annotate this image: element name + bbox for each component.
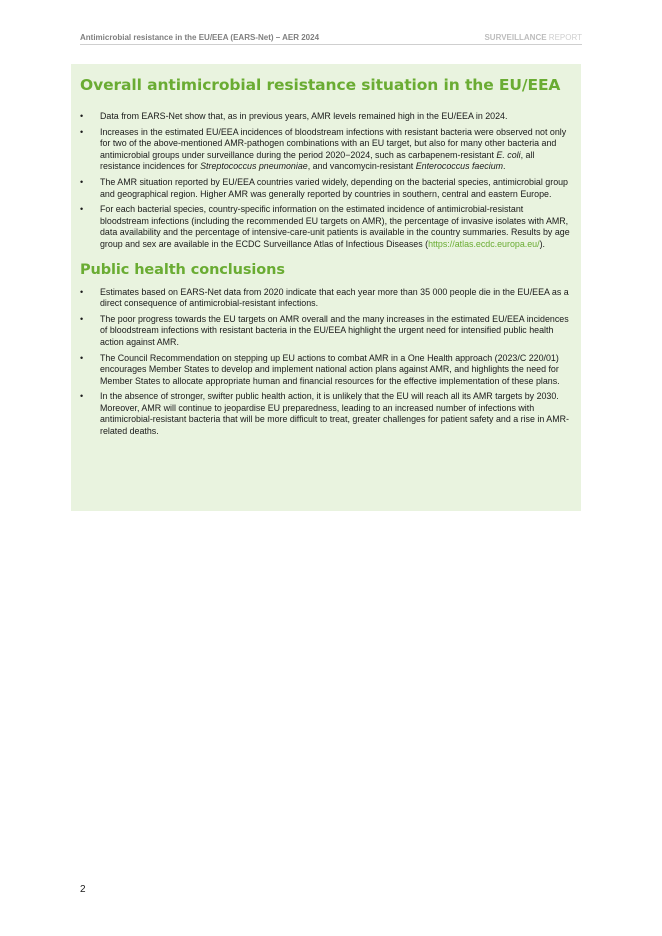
header-surveillance: SURVEILLANCE (484, 33, 547, 42)
list-item (80, 353, 573, 388)
bullet-text: The Council Recommendation on stepping up EU actions to combat AMR in a One Health approach (2023/C 220/01) encourages Member States to develop and implement national action plans against AMR, and highlights the need for Member States to allocate appropriate human and financial resources for the effective implementation of these plans. (100, 352, 560, 386)
public-health-heading: Public health conclusions (80, 261, 285, 278)
list-item (80, 204, 573, 250)
overall-heading: Overall antimicrobial resistance situation in the EU/EEA (80, 76, 561, 94)
list-item (80, 314, 573, 349)
header-report-label (484, 33, 582, 42)
list-item (80, 391, 573, 437)
public-bullet-list (80, 287, 573, 438)
page-number: 2 (80, 884, 86, 895)
list-item (80, 127, 573, 173)
list-item (80, 111, 573, 123)
summary-panel (71, 64, 581, 511)
bullet-icon: • (80, 126, 84, 137)
organism-name: Streptococcus pneumoniae (200, 161, 308, 172)
atlas-link[interactable]: https://atlas.ecdc.europa.eu/ (428, 238, 540, 249)
bullet-icon: • (80, 313, 84, 324)
list-item (80, 287, 573, 310)
organism-name: Enterococcus faecium (415, 161, 504, 172)
bullet-text: Estimates based on EARS-Net data from 2020 indicate that each year more than 35 000 people die in the EU/EEA as a direct consequence of antimicrobial-resistant infections. (100, 286, 569, 309)
running-header (80, 33, 582, 45)
organism-name: E. coli (496, 149, 521, 160)
bullet-icon: • (80, 176, 84, 187)
bullet-text: Data from EARS-Net show that, as in previous years, AMR levels remained high in the EU/EEA in 2024. (100, 111, 508, 121)
list-item (80, 177, 573, 200)
bullet-text: Increases in the estimated EU/EEA incidences of bloodstream infections with resistant bacteria were observed not only for two of the above-mentioned AMR-pathogen combinations with an EU target, but also for many other bacteria and antimicrobial groups under surveillance during the period 2020−2024, such as carbapenem-resistant E. coli, all resistance incidences for Streptococcus pneumoniae, and vancomycin-resistant Enterococcus faecium. (100, 126, 567, 172)
bullet-text: For each bacterial species, country-specific information on the estimated incidence of antimicrobial-resistant bloodstream infections (including the recommended EU targets on AMR), the percentage of invasive isolates with AMR, data availability and the percentage of intensive-care-unit patients is available in the country summaries. Results by age group and sex are available in the ECDC Surveillance Atlas of Infectious Diseases (https://atlas.ecdc.europa.eu/). (100, 204, 570, 249)
bullet-text: The poor progress towards the EU targets on AMR overall and the many increases in the estimated EU/EEA incidences of bloodstream infections with resistant bacteria in the EU/EEA highlight the urgent need for intensified public health action against AMR. (100, 313, 569, 347)
bullet-icon: • (80, 286, 84, 297)
overall-bullet-list (80, 111, 573, 251)
bullet-text: In the absence of stronger, swifter public health action, it is unlikely that the EU will reach all its AMR targets by 2030. Moreover, AMR will continue to jeopardise EU preparedness, leading to an increased number of infections with antimicrobial-resistant bacteria that will be more difficult to treat, greater challenges for patient safety and a rise in AMR-related deaths. (100, 391, 569, 437)
header-report: REPORT (548, 33, 582, 42)
bullet-icon: • (80, 352, 84, 363)
header-title: Antimicrobial resistance in the EU/EEA (EARS-Net) – AER 2024 (80, 33, 320, 42)
bullet-text: The AMR situation reported by EU/EEA countries varied widely, depending on the bacterial species, antimicrobial group and geographical region. Higher AMR was generally reported by countries in southern, central and eastern Europe. (100, 176, 568, 199)
bullet-icon: • (80, 111, 84, 121)
bullet-icon: • (80, 204, 84, 215)
bullet-icon: • (80, 391, 84, 402)
